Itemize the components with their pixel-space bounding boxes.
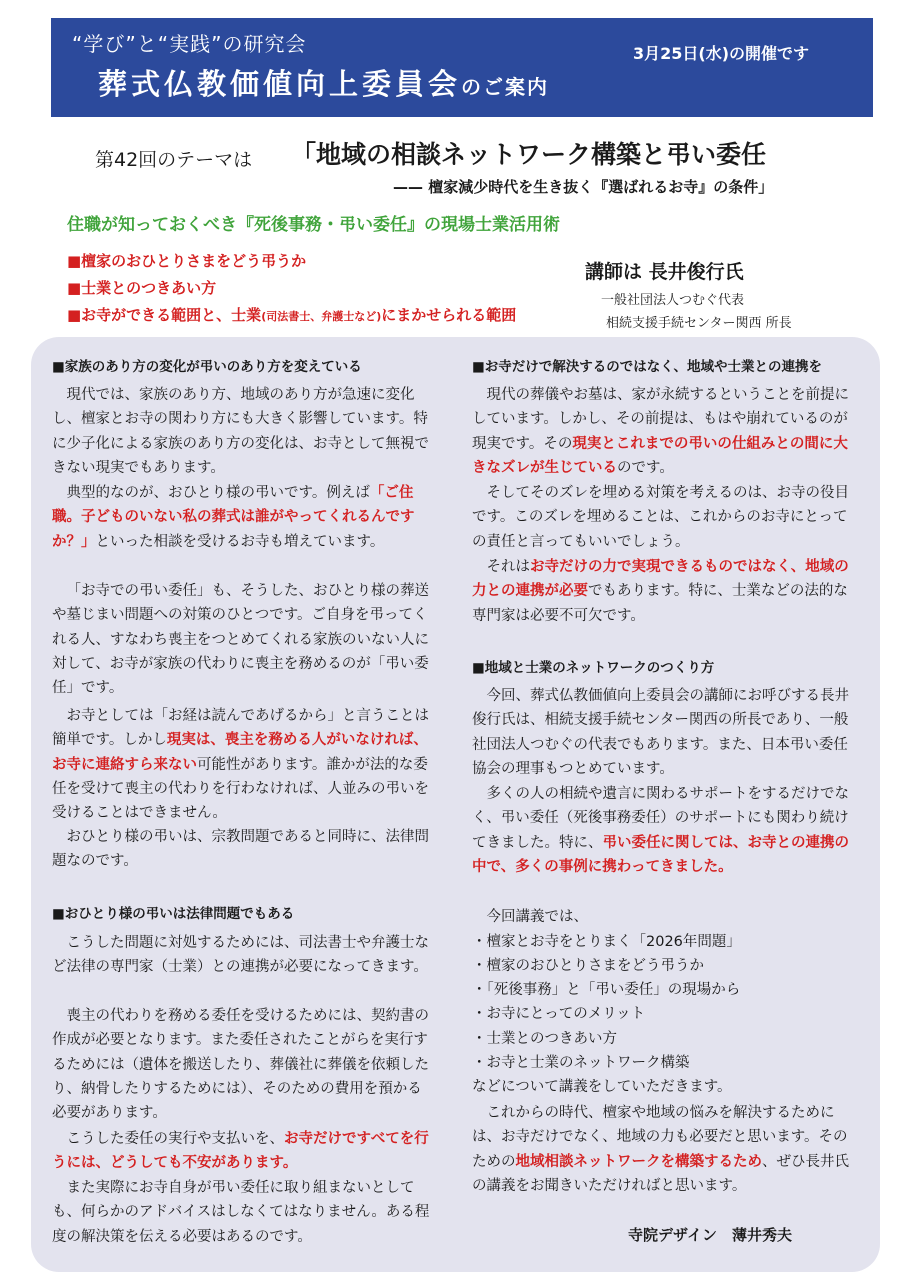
list-item: ・お寺にとってのメリット — [472, 1006, 646, 1022]
section-heading: ■家族のあり方の変化が弔いのあり方を変えている — [52, 359, 362, 375]
text-run: お寺としては「お経は読んであげるから」と言うことは簡単です。しかし — [52, 708, 429, 749]
green-heading: 住職が知っておくべき『死後事務・弔い委任』の現場士業活用術 — [67, 215, 560, 235]
paragraph — [52, 704, 436, 825]
text-run: 現代の葬儀やお墓は、家が永続するということを前提にしています。しかし、その前提は、もはや崩れているのが現実です。その — [472, 387, 849, 452]
paragraph: こうした問題に対処するためには、司法書士や弁護士など法律の専門家（士業）との連携が必要になってきます。 — [52, 935, 429, 976]
highlight-text: 地域相談ネットワークを構築するため — [515, 1153, 762, 1170]
list-item: ・檀家のおひとりさまをどう弔うか — [472, 958, 704, 974]
text-run: これからの時代、檀家や地域の悩みを解決するためには、お寺だけでなく、地域の力も必要だと思います。そのための — [472, 1105, 848, 1170]
paragraph: また実際にお寺自身が弔い委任に取り組まないとしても、何らかのアドバイスはしなくてはなりません。ある程度の解決策を伝える必要はあるのです。 — [52, 1180, 430, 1245]
text-run: 多くの人の相続や遺言に関わるサポートをするだけでなく、弔い委任（死後事務委任）のサポートにも関わり続けてきました。特に、 — [472, 786, 849, 851]
highlight-text: 「ご住職。子どものいない私の葬式は誰がやってくれるんですか？」 — [52, 485, 415, 550]
section-heading: ■地域と士業のネットワークのつくり方 — [472, 660, 715, 676]
lecturer-affiliation: 相続支援手続センター関西 所長 — [606, 316, 792, 331]
paragraph — [472, 1101, 856, 1198]
paragraph: おひとり様の弔いは、宗教問題であると同時に、法律問題なのです。 — [52, 829, 429, 870]
text-run: それは — [486, 559, 530, 575]
paragraph — [472, 555, 856, 628]
lecturer-heading: 講師は 長井俊行氏 — [585, 261, 744, 283]
paragraph: 「お寺での弔い委任」も、そうした、おひとり様の葬送や墓じまい問題への対策のひとつです。ご自身を弔ってくれる人、すなわち喪主をつとめてくれる家族のいない人に対して、お寺が家族の代わりに喪主を務めるのが「弔い委任」です。 — [52, 583, 429, 697]
author-signature: 寺院デザイン 薄井秀夫 — [628, 1226, 792, 1244]
highlight-text: 弔い委任に関しては、お寺との連携の中で、多くの事例に携わってきました。 — [472, 834, 849, 875]
highlight-text: 現実とこれまでの弔いの仕組みとの間に大きなズレが生じている — [472, 435, 848, 476]
paragraph: などについて講義をしていただきます。 — [472, 1079, 732, 1095]
text-run: 典型的なのが、おひとり様の弔いです。例えば — [66, 485, 370, 501]
text-run: といった相談を受けるお寺も増えています。 — [95, 533, 385, 550]
text-run: 可能性があります。誰かが法的な委任を受けて喪主の代わりを行わなければ、人並みの弔いを受けることはできません。 — [52, 756, 429, 822]
topic-bullet: ■檀家のおひとりさまをどう弔うか — [67, 252, 307, 270]
list-item: ・「死後事務」と「弔い委任」の現場から — [472, 982, 741, 998]
lecturer-affiliation: 一般社団法人つむぐ代表 — [601, 293, 745, 308]
topic-bullet — [67, 304, 516, 325]
topic-bullet-part: にまかせられる範囲 — [381, 306, 517, 324]
banner-title-suffix: のご案内 — [461, 75, 550, 99]
section-heading: ■お寺だけで解決するのではなく、地域や士業との連携を — [472, 359, 822, 375]
topic-bullet-note: (司法書士、弁護士など) — [261, 310, 382, 323]
theme-prefix: 第42回のテーマは — [95, 149, 253, 171]
topic-bullet: ■士業とのつきあい方 — [67, 279, 217, 297]
theme-title: 「地域の相談ネットワーク構築と弔い委任 — [291, 140, 767, 169]
banner-subtitle: “学び”と“実践”の研究会 — [72, 32, 307, 56]
paragraph — [472, 383, 856, 480]
text-run: でもあります。特に、士業などの法的な専門家は必要不可欠です。 — [472, 583, 848, 624]
paragraph — [52, 481, 436, 554]
list-item: ・お寺と士業のネットワーク構築 — [472, 1055, 690, 1071]
paragraph: 今回、葬式仏教価値向上委員会の講師にお呼びする長井俊行氏は、相続支援手続センター関西の所長であり、一般社団法人つむぐの代表でもあります。また、日本弔い委任協会の理事もつとめています。 — [472, 688, 849, 777]
paragraph — [52, 1127, 436, 1176]
paragraph — [472, 782, 856, 879]
paragraph: そしてそのズレを埋める対策を考えるのは、お寺の役目です。このズレを埋めることは、これからのお寺にとっての責任と言ってもいいでしょう。 — [472, 485, 849, 550]
section-heading: ■おひとり様の弔いは法律問題でもある — [52, 906, 295, 922]
paragraph: 今回講義では、 — [486, 909, 588, 925]
banner-title — [98, 62, 549, 103]
highlight-text: 現実は、喪主を務める人がいなければ、お寺に連絡すら来ない — [52, 732, 428, 773]
topic-bullet-part: ■お寺ができる範囲と、士業 — [67, 306, 262, 324]
event-date: 3月25日(水)の開催です — [633, 44, 810, 63]
text-run: 、ぜひ長井氏の講義をお聞きいただければと思います。 — [472, 1153, 849, 1194]
highlight-text: お寺だけですべてを行うには、どうしても不安があります。 — [52, 1131, 429, 1172]
paragraph: 現代では、家族のあり方、地域のあり方が急速に変化し、檀家とお寺の関わり方にも大きく影響しています。特に少子化による家族のあり方の変化は、お寺として無視できない現実でもあります。 — [52, 387, 429, 476]
banner-title-text: 葬式仏教価値向上委員会 — [98, 67, 462, 101]
paragraph: 喪主の代わりを務める委任を受けるためには、契約書の作成が必要となります。また委任されたことがらを実行するためには（遺体を搬送したり、葬儀社に葬儀を依頼したり、納骨したりするためには）、そのための費用を預かる必要があります。 — [52, 1008, 429, 1122]
text-run: こうした委任の実行や支払いを、 — [66, 1131, 284, 1147]
list-item: ・檀家とお寺をとりまく「2026年問題」 — [472, 934, 741, 950]
highlight-text: お寺だけの力で実現できるものではなく、地域の力との連携が必要 — [472, 559, 849, 600]
text-run: のです。 — [617, 459, 674, 476]
theme-subtitle: —— 檀家減少時代を生き抜く『選ばれるお寺』の条件」 — [393, 178, 774, 196]
list-item: ・士業とのつきあい方 — [472, 1031, 617, 1047]
